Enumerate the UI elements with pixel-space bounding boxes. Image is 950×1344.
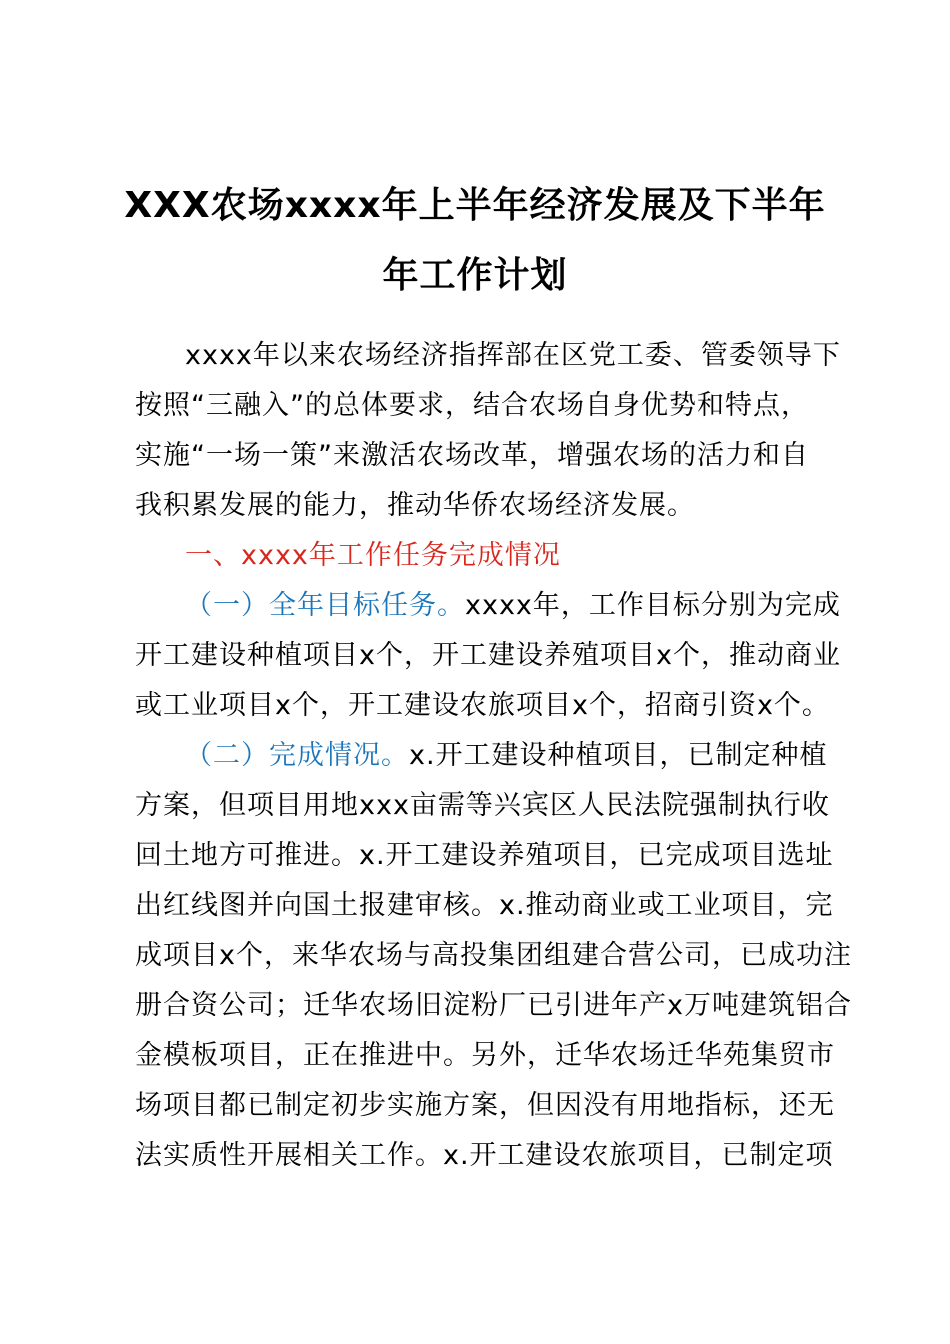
subsection-1-text: xxxx年，工作目标分别为完成 bbox=[465, 590, 841, 621]
section-heading-1: 一、xxxx年工作任务完成情况 bbox=[185, 540, 561, 571]
paragraph-1-line-1: xxxx年以来农场经济指挥部在区党工委、管委领导下 bbox=[185, 340, 841, 371]
subsection-2-line-2: 方案，但项目用地xxx亩需等兴宾区人民法院强制执行收 bbox=[135, 790, 830, 821]
subsection-2-line-4: 出红线图并向国土报建审核。x.推动商业或工业项目，完 bbox=[135, 890, 834, 921]
subsection-2-line-1 bbox=[185, 739, 828, 773]
subsection-2-line-8: 场项目都已制定初步实施方案，但因没有用地指标，还无 bbox=[135, 1090, 835, 1121]
paragraph-1-line-3: 实施“一场一策”来激活农场改革，增强农场的活力和自 bbox=[135, 440, 809, 471]
document-title-line-2: 年工作计划 bbox=[382, 255, 568, 296]
subsection-2-line-9: 法实质性开展相关工作。x.开工建设农旅项目，已制定项 bbox=[135, 1140, 834, 1171]
document-title-line-1: XXX农场xxxx年上半年经济发展及下半年 bbox=[124, 185, 826, 226]
subsection-2-line-6: 册合资公司；迁华农场旧淀粉厂已引进年产x万吨建筑铝合 bbox=[135, 990, 852, 1021]
subsection-2-line-3: 回土地方可推进。x.开工建设养殖项目，已完成项目选址 bbox=[135, 840, 834, 871]
subsection-2-label: （二）完成情况。 bbox=[185, 740, 409, 771]
subsection-1-label: （一）全年目标任务。 bbox=[185, 590, 465, 621]
paragraph-1-line-4: 我积累发展的能力，推动华侨农场经济发展。 bbox=[135, 490, 695, 521]
paragraph-1-line-2: 按照“三融入”的总体要求，结合农场自身优势和特点， bbox=[135, 390, 809, 421]
subsection-2-line-7: 金模板项目，正在推进中。另外，迁华农场迁华苑集贸市 bbox=[135, 1040, 835, 1071]
subsection-2-line-5: 成项目x个，来华农场与高投集团组建合营公司，已成功注 bbox=[135, 940, 852, 971]
subsection-1-line-3: 或工业项目x个，开工建设农旅项目x个，招商引资x个。 bbox=[135, 690, 830, 721]
subsection-1-line-1 bbox=[185, 589, 841, 623]
subsection-2-text: x.开工建设种植项目，已制定种植 bbox=[409, 740, 828, 771]
subsection-1-line-2: 开工建设种植项目x个，开工建设养殖项目x个，推动商业 bbox=[135, 640, 841, 671]
